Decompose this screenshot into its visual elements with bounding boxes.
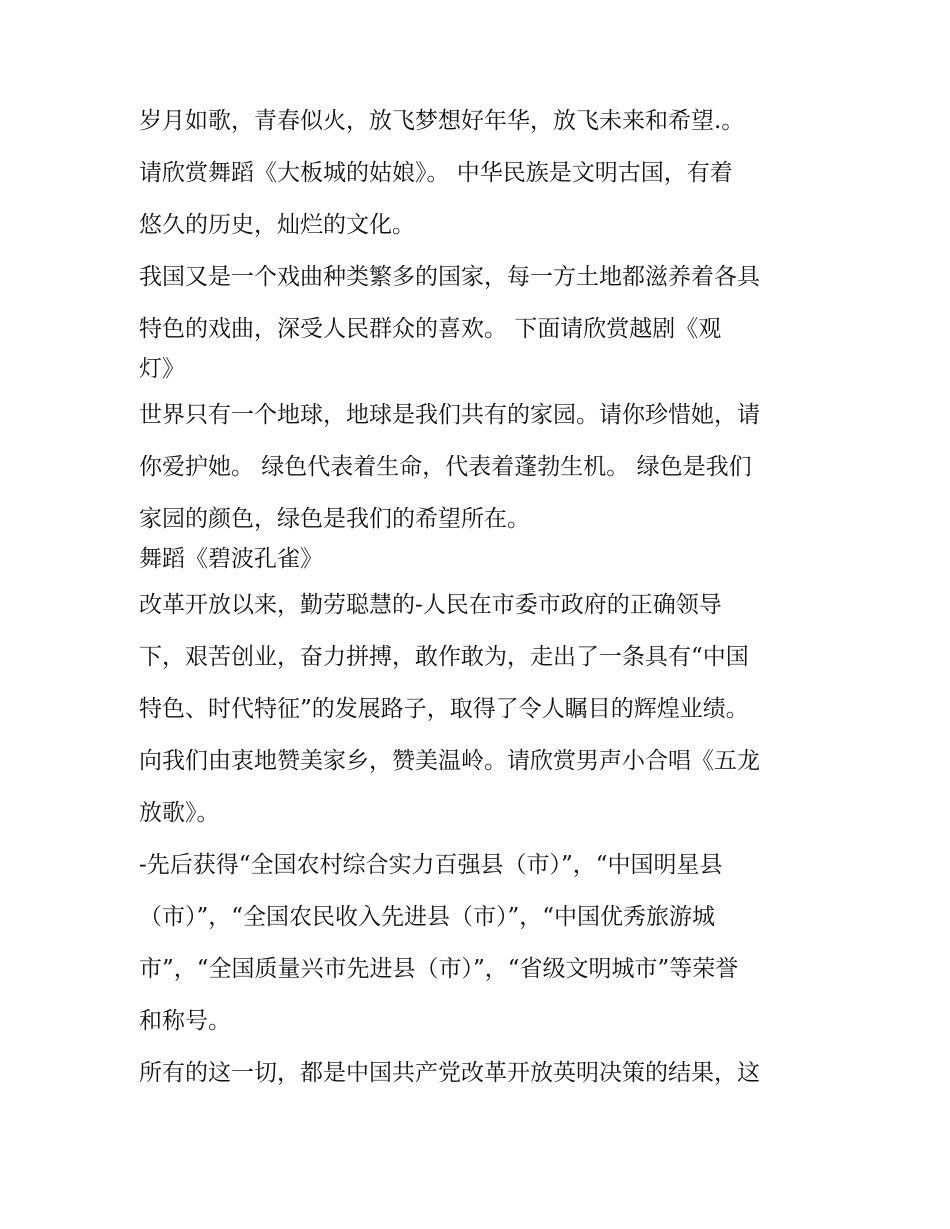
text-line-17: （市）”，“全国农民收入先进县（市）”，“中国优秀旅游城 xyxy=(139,904,716,930)
text-line-19: 和称号。 xyxy=(139,1008,231,1034)
text-line-7: 世界只有一个地球，地球是我们共有的家园。请你珍惜她，请 xyxy=(139,402,760,428)
text-line-16: -先后获得“全国农村综合实力百强县（市）”，“中国明星县 xyxy=(139,852,723,878)
text-line-2: 请欣赏舞蹈《大板城的姑娘》。 中华民族是文明古国，有着 xyxy=(139,160,733,186)
text-line-18: 市”，“全国质量兴市先进县（市）”，“省级文明城市”等荣誉 xyxy=(139,956,739,982)
text-line-5: 特色的戏曲，深受人民群众的喜欢。 下面请欣赏越剧《观 xyxy=(139,316,722,342)
text-line-12: 下，艰苦创业，奋力拼搏，敢作敢为，走出了一条具有“中国 xyxy=(139,644,749,670)
text-line-1: 岁月如歌，青春似火，放飞梦想好年华，放飞未来和希望.。 xyxy=(139,108,745,134)
text-line-10: 舞蹈《碧波孔雀》 xyxy=(139,546,323,572)
text-line-9: 家园的颜色，绿色是我们的希望所在。 xyxy=(139,506,530,532)
text-line-20: 所有的这一切，都是中国共产党改革开放英明决策的结果，这 xyxy=(139,1060,760,1086)
text-line-4: 我国又是一个戏曲种类繁多的国家，每一方土地都滋养着各具 xyxy=(139,264,760,290)
document-body xyxy=(139,108,829,1086)
text-line-15: 放歌》。 xyxy=(139,800,220,826)
text-line-13: 特色、时代特征”的发展路子，取得了令人瞩目的辉煌业绩。 xyxy=(139,696,749,722)
text-line-3: 悠久的历史，灿烂的文化。 xyxy=(139,212,415,238)
text-line-11: 改革开放以来，勤劳聪慧的-人民在市委市政府的正确领导 xyxy=(139,592,722,618)
text-line-6: 灯》 xyxy=(139,356,185,382)
text-line-14: 向我们由衷地赞美家乡，赞美温岭。请欣赏男声小合唱《五龙 xyxy=(139,748,760,774)
text-line-8: 你爱护她。 绿色代表着生命，代表着蓬勃生机。 绿色是我们 xyxy=(139,454,752,480)
